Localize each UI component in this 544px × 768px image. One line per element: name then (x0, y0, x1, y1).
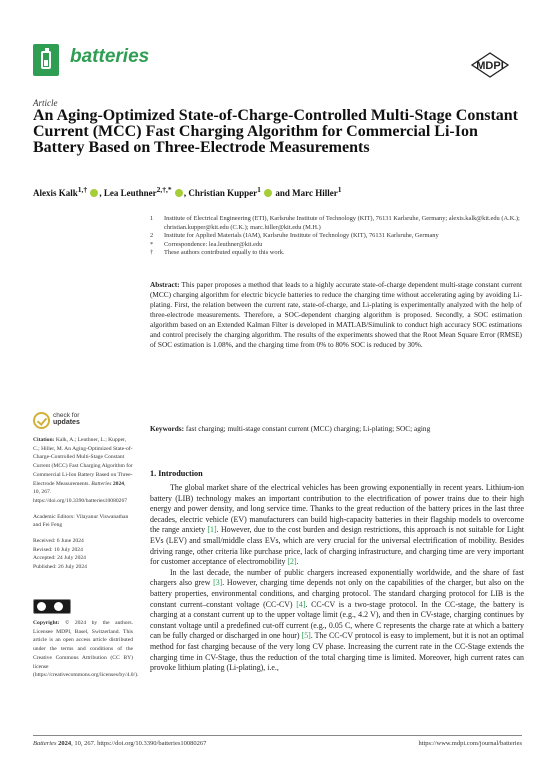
keywords-text: fast charging; multi-stage constant current (MCC) charging; Li-plating; SOC; aging (185, 424, 431, 433)
citation-text: Kalk, A.; Leuthner, L.; Kupper, C.; Hiller, M. An Aging-Optimized State-of-Charge-Controlled Multi-Stage Constant Current (MCC) Fast Charging Algorithm for Commercial Li-Ion Battery Based on Three-Electrode Measurements. (33, 437, 133, 487)
section-heading: 1. Introduction (150, 469, 203, 478)
section-body (150, 483, 524, 674)
citation-year: 2024 (112, 480, 125, 487)
author-affil-mark: 2,†,* (156, 185, 172, 194)
check-line1: check for (53, 412, 80, 419)
citation-ref[interactable]: [4] (296, 599, 306, 609)
orcid-icon[interactable] (175, 189, 183, 197)
author-affil-mark: 1 (257, 185, 261, 194)
sidebar-info (33, 436, 133, 572)
journal-name[interactable]: batteries (70, 46, 150, 67)
citation-block (33, 436, 133, 506)
journal-logo (33, 44, 59, 76)
affil-mark: † (150, 249, 154, 257)
abstract (150, 280, 522, 350)
citation-ref[interactable]: [3] (213, 578, 223, 588)
abstract-label: Abstract: (150, 280, 180, 289)
paragraph-text: . CC-CV is a two-stage protocol. In the CC-stage, the battery is charging at a constant current up to the upper voltage limit (e.g., 4.2 V), and then in CV-stage, charging continues by constant voltage until a predefined cut-off current (e.g., 0.05 C, where C represents the charge rate at which a battery can be fully charged or discharged in one hour) (150, 599, 525, 641)
citation-doi[interactable]: , 10, 267. https://doi.org/10.3390/batteries10080267 (33, 480, 128, 504)
paragraph (150, 568, 524, 674)
paragraph-text: . However, charging time depends not only on the capabilities of the charger, but also on the battery properties, environmental conditions, and charging protocol. The standard charging protocol for LIB is the constant current–constant voltage (CC-CV) (150, 578, 525, 609)
affil-text: Institute for Applied Materials (IAM), Karlsruhe Institute of Technology (KIT), 76131 Karlsruhe, Germany (164, 232, 439, 240)
copyright-text: © 2024 by the authors. Licensee MDPI, Basel, Switzerland. This article is an open access article distributed under the terms and conditions of the Creative Commons Attribution (CC BY) license (https://creativecommons.org/licenses/by/4.0/). (33, 620, 139, 679)
copyright-notice (33, 619, 139, 680)
author-affil-mark: 1,† (77, 185, 88, 194)
date-received: Received: 6 June 2024 (33, 538, 84, 545)
author-conjunction: and (275, 188, 290, 198)
academic-editors: Academic Editors: Vilayanur Viswanathan and Fei Feng (33, 513, 129, 529)
check-icon (33, 412, 50, 429)
paragraph (150, 483, 524, 568)
date-published: Published: 26 July 2024 (33, 564, 87, 571)
check-for-updates[interactable] (33, 412, 93, 432)
date-accepted: Accepted: 24 July 2024 (33, 555, 86, 562)
paragraph-text: The global market share of the electrical vehicles has been growing exponentially in recent years. Lithium-ion battery (LIB) technology makes an important contribution to the electrification of power trains due to their high energy and power density, and long service time. Thanks to the great reduction of the battery prices in the last three decades, electric vehicle (EV) manufacturers can build high-capacity batteries in their flagship models to overcome the range anxiety (150, 483, 524, 535)
citation-journal: Batteries (91, 480, 112, 487)
footer-journal: Batteries (33, 740, 57, 747)
affiliations (150, 215, 520, 258)
by-icon (54, 602, 63, 611)
footer-divider (33, 735, 522, 736)
cc-by-license-icon[interactable] (33, 599, 71, 614)
check-line2: updates (53, 419, 80, 426)
orcid-icon[interactable] (264, 189, 272, 197)
keywords (150, 424, 522, 434)
affil-mark: 2 (150, 232, 154, 240)
author-name[interactable]: Lea Leuthner (103, 188, 157, 198)
keywords-label: Keywords: (150, 424, 185, 433)
author-affil-mark: 1 (337, 185, 342, 194)
paragraph-text: . (296, 557, 299, 567)
paragraph-text: . The CC-CV protocol is easy to implement, but it is not an optimal method for fast charging because of the very long CV phase. Increasing the current rate in the CC-Stage extends the charging time in CV-Stage, thus the reduction of the total charging time is limited. Moreover, high current rates can provoke lithium plating (Li-plating), i.e., (150, 631, 524, 673)
article-type: Article (33, 98, 58, 108)
paragraph-text: . However, due to the cost burden and design restrictions, this approach is not suitable for Light EVs (LEV) and small/middle class EVs, which are very crucial for the universal electrification of mobility. Besides driving range, other criteria like purchase price, lack of charging infrastructure, and charging time are very important for customer acceptance of electromobility (150, 525, 524, 567)
affil-text: Institute of Electrical Engineering (ETI), Karlsruhe Institute of Technology (KIT), 76131 Karlsruhe, Germany; alexis.kalk@kit.edu (A.K.); christian.kupper@kit.edu (C.K.); marc.hiller@kit.edu (M.H.) (164, 215, 520, 231)
mdpi-logo[interactable] (470, 52, 510, 78)
author-list: Alexis Kalk$^{1,\dagger}$ , Lea Leuthner$^{2,\dagger,*}$ , Christian Kupper$^1$ and Marc Hiller$^1$ (33, 185, 342, 198)
battery-icon (41, 51, 51, 69)
affil-mark: 1 (150, 215, 154, 222)
publisher-name: MDPI (476, 60, 504, 72)
citation-ref[interactable]: [1] (207, 525, 217, 535)
footer-citation (33, 740, 206, 747)
author-name[interactable]: Alexis Kalk (33, 188, 78, 198)
paper-title: An Aging-Optimized State-of-Charge-Controlled Multi-Stage Constant Current (MCC) Fast Charging Algorithm for Commercial Li-Ion Battery Based on Three-Electrode Measurements (33, 107, 519, 156)
footer-year: 2024 (58, 740, 72, 747)
orcid-icon[interactable] (90, 189, 98, 197)
correspondence[interactable]: Correspondence: lea.leuthner@kit.edu (164, 240, 263, 248)
copyright-label: Copyright: (33, 620, 60, 626)
abstract-text: This paper proposes a method that leads to a highly accurate state-of-charge dependent multi-stage constant current (MCC) charging algorithm for electric bicycle batteries to reduce the charging time without accelerating aging by avoiding Li-plating. First, the relation between the current rate, state-of-charge, and Li-plating is experimentally analyzed with the help of three-electrode measurements. Therefore, a SOC-dependent charging algorithm is proposed. Secondly, a SOC estimation algorithm based on an Extended Kalman Filter is developed in MATLAB/Simulink to conduct high accuracy SOC estimations and control precisely the charging algorithm. The results of the experiments showed that the Root Mean Square Error (RMSE) of SOC estimation is 1.08%, and the charging time from 0% to 80% SOC is reduced by 30%. (150, 280, 522, 349)
paragraph-text: In the last decade, the number of public chargers increased exponentially worldwide, and the share of fast chargers also grew (150, 567, 524, 588)
citation-label: Citation: (33, 437, 55, 443)
author-name[interactable]: Christian Kupper (188, 188, 258, 198)
cc-icon (37, 602, 46, 611)
citation-ref[interactable]: [5] (301, 631, 311, 641)
citation-ref[interactable]: [2] (287, 557, 297, 567)
footer-journal-url[interactable]: https://www.mdpi.com/journal/batteries (418, 740, 522, 747)
date-revised: Revised: 10 July 2024 (33, 546, 83, 553)
equal-contribution-note: These authors contributed equally to this work. (164, 249, 285, 257)
footer-doi[interactable]: , 10, 267. https://doi.org/10.3390/batteries10080267 (71, 740, 207, 747)
affil-mark: * (150, 240, 154, 248)
author-name[interactable]: Marc Hiller (292, 188, 338, 198)
